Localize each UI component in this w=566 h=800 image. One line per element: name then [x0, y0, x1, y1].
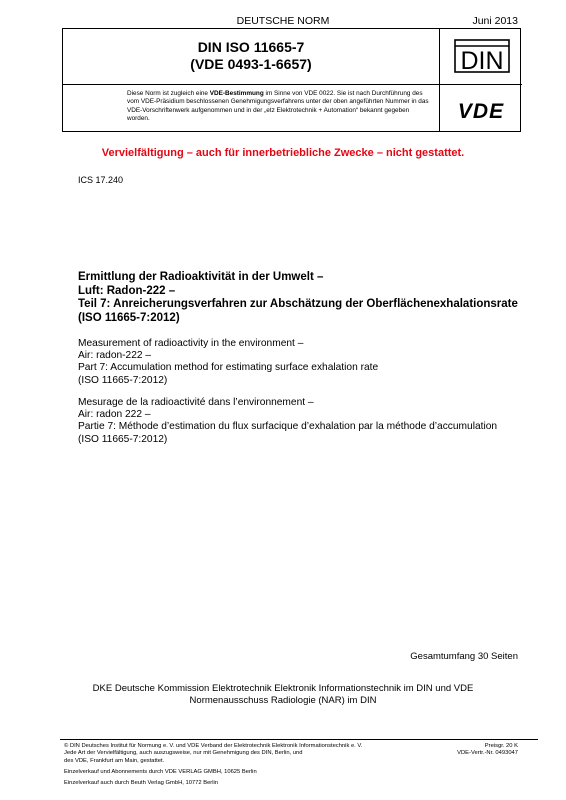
- title-en-line: Part 7: Accumulation method for estimating surface exhalation rate: [78, 362, 379, 374]
- vde-number: (VDE 0493-1-6657): [190, 56, 312, 72]
- title-fr-line: Mesurage de la radioactivité dans l’environnement –: [78, 397, 314, 408]
- header-box: [62, 28, 521, 132]
- title-de-line: (ISO 11665-7:2012): [78, 311, 180, 324]
- ics-code: ICS 17.240: [78, 175, 124, 185]
- title-fr-line: Air: radon 222 –: [78, 409, 151, 421]
- title-french: [78, 397, 528, 446]
- title-en-line: (ISO 11665-7:2012): [78, 374, 168, 386]
- copyright-line: © DIN Deutsches Institut für Normung e. V. und VDE Verband der Elektrotechnik Elektronik Informationstechnik e. V.: [64, 743, 363, 749]
- title-en-line: Measurement of radioactivity in the environment –: [78, 338, 304, 349]
- copyright-notice: [64, 743, 424, 765]
- total-pages: Gesamtumfang 30 Seiten: [410, 651, 518, 662]
- din-logo: [454, 39, 510, 73]
- norm-type-label: DEUTSCHE NORM: [236, 15, 330, 27]
- header-box-rule: [63, 84, 522, 85]
- din-logo-text: DIN: [460, 47, 504, 73]
- committee-info: [0, 683, 566, 706]
- vde-logo: VDE: [457, 100, 505, 123]
- din-number: DIN ISO 11665-7: [197, 39, 305, 55]
- sales-info-vde: Einzelverkauf und Abonnements durch VDE VERLAG GMBH, 10625 Berlin: [64, 769, 257, 775]
- vde-notice: [127, 90, 433, 123]
- notice-text-2: im Sinne von VDE 0022. Sie ist nach Durchführung des vom VDE-Präsidium beschlossenen Genehmigungsverfahrens unter der oben angeführten Nummer in das VDE-Vorschriftenwerk aufgenommen und in der „etz Elektrotechnik + Automation“ bekannt gegeben worden.: [127, 90, 429, 122]
- price-info: [457, 743, 518, 758]
- vde-sales-number: VDE-Vertr.-Nr. 0493047: [457, 750, 518, 757]
- title-de-line: Luft: Radon-222 –: [78, 284, 176, 297]
- price-group: Preisgr. 20 K: [484, 743, 518, 749]
- title-german: [78, 271, 528, 325]
- title-de-line: Ermittlung der Radioaktivität in der Umwelt –: [78, 271, 324, 283]
- committee-line: Normenausschuss Radiologie (NAR) im DIN: [189, 694, 377, 706]
- footer-rule: [60, 739, 538, 740]
- title-fr-line: Partie 7: Méthode d’estimation du flux surfacique d’exhalation par la méthode d’accumulation: [78, 421, 498, 433]
- sales-info-beuth: Einzelverkauf auch durch Beuth Verlag GmbH, 10772 Berlin: [64, 780, 219, 786]
- publication-date: Juni 2013: [472, 15, 518, 27]
- title-de-line: Teil 7: Anreicherungsverfahren zur Abschätzung der Oberflächenexhalationsrate: [78, 298, 518, 310]
- copyright-line: des VDE, Frankfurt am Main, gestattet.: [64, 757, 165, 764]
- notice-text-1: Diese Norm ist zugleich eine: [127, 90, 210, 97]
- title-fr-line: (ISO 11665-7:2012): [78, 433, 168, 445]
- copyright-line: Jede Art der Vervielfältigung, auch auszugsweise, nur mit Genehmigung des DIN, Berlin, und: [64, 750, 303, 757]
- title-english: [78, 338, 528, 387]
- title-en-line: Air: radon-222 –: [78, 350, 152, 362]
- document-number: [63, 39, 439, 73]
- notice-bold: VDE-Bestimmung: [209, 90, 264, 97]
- reproduction-notice: Vervielfältigung – auch für innerbetriebliche Zwecke – nicht gestattet.: [101, 147, 465, 159]
- committee-line: DKE Deutsche Kommission Elektrotechnik Elektronik Informationstechnik im DIN und VDE: [92, 683, 474, 694]
